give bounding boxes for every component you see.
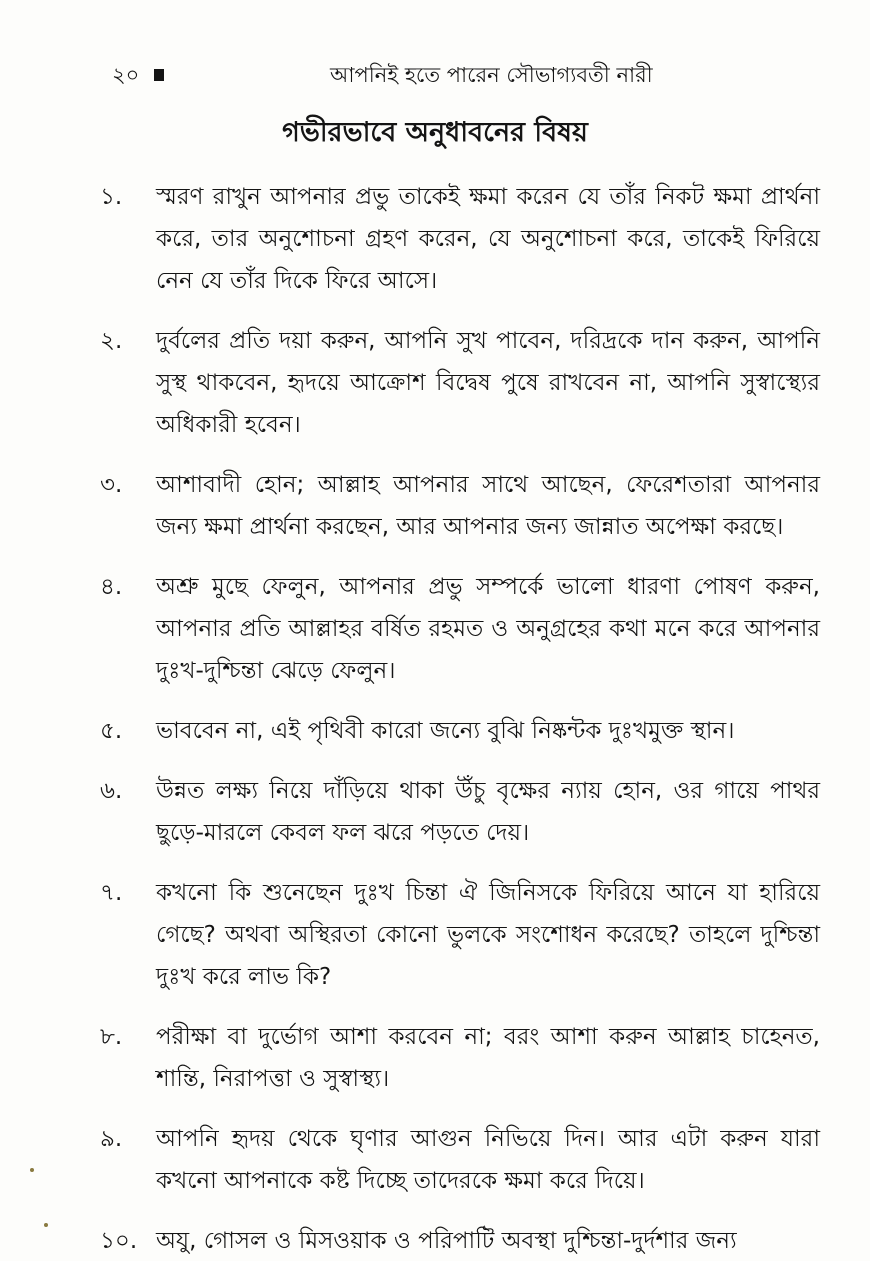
list-item (100, 176, 820, 302)
item-text: দুর্বলের প্রতি দয়া করুন, আপনি সুখ পাবেন, দরিদ্রকে দান করুন, আপনি সুস্থ থাকবেন, হৃদয়ে আক্রোশ বিদ্বেষ পুষে রাখবেন না, আপনি সুস্বাস্থ্যের অধিকারী হবেন। (156, 328, 820, 438)
item-number: ৭. (100, 880, 123, 906)
paper-speck (44, 1223, 48, 1227)
list-item (100, 872, 820, 998)
list-item (100, 770, 820, 854)
item-number: ৪. (100, 574, 123, 600)
item-text: স্মরণ রাখুন আপনার প্রভু তাকেই ক্ষমা করেন যে তাঁর নিকট ক্ষমা প্রার্থনা করে, তার অনুশোচনা গ্রহণ করেন, যে অনুশোচনা করে, তাকেই ফিরিয়ে নেন যে তাঁর দিকে ফিরে আসে। (156, 184, 820, 294)
paper-speck (30, 1168, 34, 1172)
item-text: কখনো কি শুনেছেন দুঃখ চিন্তা ঐ জিনিসকে ফিরিয়ে আনে যা হারিয়ে গেছে? অথবা অস্থিরতা কোনো ভুলকে সংশোধন করেছে? তাহলে দুশ্চিন্তা দুঃখ করে লাভ কি? (156, 880, 820, 990)
page-header (112, 58, 712, 92)
list-item (100, 710, 820, 752)
item-number: ১০. (100, 1228, 138, 1254)
list-item (100, 464, 820, 548)
list-item (100, 1118, 820, 1202)
section-heading: গভীরভাবে অনুধাবনের বিষয় (282, 117, 588, 148)
page-number: ২০ (112, 63, 140, 87)
item-text: উন্নত লক্ষ্য নিয়ে দাঁড়িয়ে থাকা উঁচু বৃক্ষের ন্যায় হোন, ওর গায়ে পাথর ছুড়ে-মারলে কেবল ফল ঝরে পড়তে দেয়। (156, 778, 820, 846)
item-text: আশাবাদী হোন; আল্লাহ আপনার সাথে আছেন, ফেরেশতারা আপনার জন্য ক্ষমা প্রার্থনা করছেন, আর আপনার জন্য জান্নাত অপেক্ষা করছে। (156, 472, 820, 540)
item-number: ৮. (100, 1024, 123, 1050)
header-bullet-mark (154, 69, 164, 81)
numbered-list (100, 176, 820, 1280)
item-number: ৫. (100, 718, 123, 744)
list-item (100, 566, 820, 692)
item-number: ২. (100, 328, 123, 354)
item-number: ৩. (100, 472, 123, 498)
item-text: ভাববেন না, এই পৃথিবী কারো জন্যে বুঝি নিষ্কন্টক দুঃখমুক্ত স্থান। (156, 718, 735, 744)
item-number: ৬. (100, 778, 123, 804)
item-text: অযু, গোসল ও মিসওয়াক ও পরিপাটি অবস্থা দুশ্চিন্তা-দুর্দশার জন্য (156, 1228, 737, 1254)
running-title: আপনিই হতে পারেন সৌভাগ্যবতী নারী (330, 63, 653, 87)
item-text: অশ্রু মুছে ফেলুন, আপনার প্রভু সম্পর্কে ভালো ধারণা পোষণ করুন, আপনার প্রতি আল্লাহর বর্ষিত রহমত ও অনুগ্রহের কথা মনে করে আপনার দুঃখ-দুশ্চিন্তা ঝেড়ে ফেলুন। (156, 574, 820, 684)
item-number: ১. (100, 184, 123, 210)
item-text: আপনি হৃদয় থেকে ঘৃণার আগুন নিভিয়ে দিন। আর এটা করুন যারা কখনো আপনাকে কষ্ট দিচ্ছে তাদেরকে ক্ষমা করে দিয়ে। (156, 1126, 820, 1194)
list-item (100, 1016, 820, 1100)
item-text: পরীক্ষা বা দুর্ভোগ আশা করবেন না; বরং আশা করুন আল্লাহ চাহেনত, শান্তি, নিরাপত্তা ও সুস্বাস্থ্য। (156, 1024, 820, 1092)
list-item (100, 320, 820, 446)
item-number: ৯. (100, 1126, 123, 1152)
list-item (100, 1220, 820, 1262)
